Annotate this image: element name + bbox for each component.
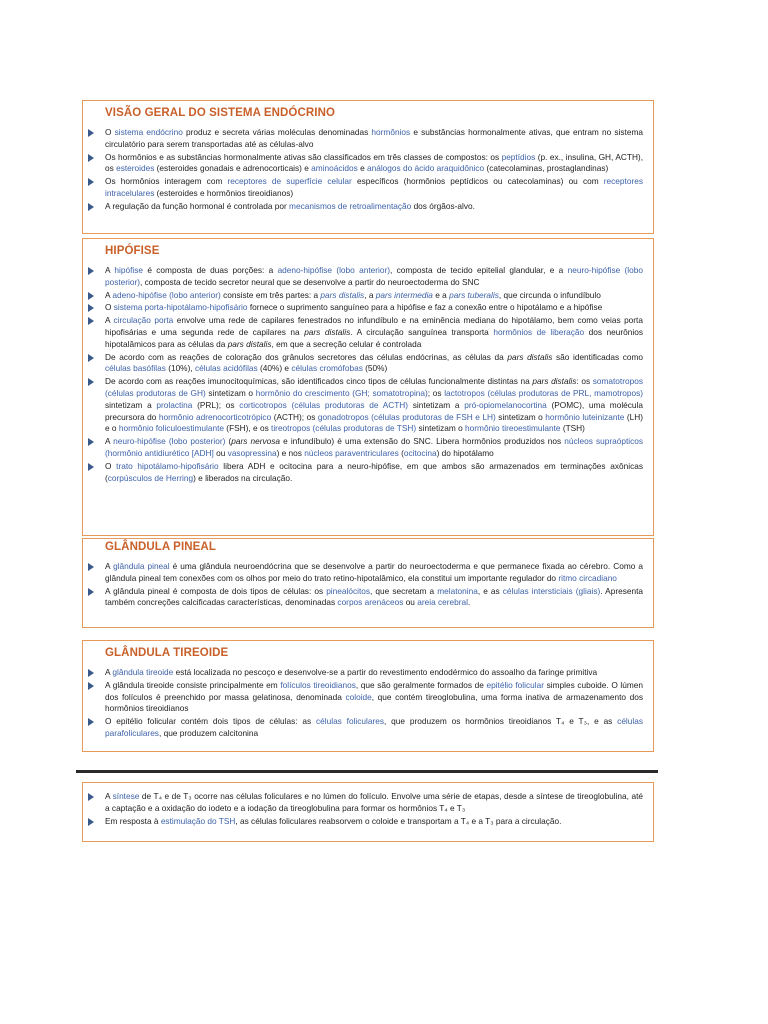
list-item	[105, 586, 643, 610]
text-run: ou	[403, 597, 418, 608]
text-run: sintetizam o	[495, 411, 546, 422]
triangle-bullet-icon	[88, 203, 94, 211]
text-run: Os hormônios interagem com	[105, 176, 228, 187]
text-run: , que contém tireoglobulina, uma forma inativa de armazenamento dos hormônios tireoidianos	[105, 691, 644, 714]
text-run: dos órgãos-alvo.	[411, 200, 475, 211]
highlighted-term: síntese	[112, 791, 140, 801]
highlighted-term: hormônios	[371, 127, 411, 137]
text-run: específicos (hormônios peptídicos ou catecolaminas) ou com	[351, 176, 604, 187]
highlighted-term: epitélio folicular	[486, 679, 544, 690]
bullet-list	[105, 127, 643, 213]
triangle-bullet-icon	[88, 818, 94, 826]
list-item	[105, 816, 643, 828]
highlighted-term: esteroides	[116, 163, 155, 174]
text-run: , em que a secreção celular é controlada	[271, 338, 422, 349]
text-run: está localizada no pescoço e desenvolve-se a partir do revestimento endodérmico do assoalho da faringe primitiva	[173, 667, 598, 677]
highlighted-term: pars tuberalis	[449, 289, 499, 300]
list-item	[105, 352, 643, 376]
text-run: , composta de tecido secretor neural que se desenvolve a partir do neuroectoderma do SNC	[140, 276, 480, 287]
list-item	[105, 561, 643, 585]
text-run: (PRL); os	[192, 399, 240, 410]
text-run: A regulação da função hormonal é controlada por	[105, 200, 290, 211]
text-run: (POMC), uma molécula precursora do	[105, 399, 643, 422]
text-run: (40%) e	[257, 363, 292, 374]
text-run: (10%),	[165, 363, 195, 374]
section-title: GLÂNDULA PINEAL	[105, 541, 216, 553]
highlighted-term: glândula pineal	[113, 561, 170, 571]
text-run: (esteroides gonadais e adrenocorticais) e	[154, 163, 312, 174]
highlighted-term: corpos arenáceos	[337, 597, 404, 608]
triangle-bullet-icon	[88, 563, 94, 571]
text-run: são identificadas como	[552, 351, 643, 362]
list-item	[105, 680, 643, 715]
text-run: e a	[432, 289, 450, 300]
highlighted-term: células intersticiais (gliais)	[502, 585, 601, 596]
triangle-bullet-icon	[88, 154, 94, 162]
text-run: pars distalis	[304, 326, 351, 337]
text-run: A glândula tireoide consiste principalmente em	[105, 679, 281, 690]
highlighted-term: lactotropos (células produtoras de PRL, mamotropos)	[444, 387, 643, 398]
highlighted-term: corpúsculos de Herring	[107, 472, 194, 483]
highlighted-term: gonadotropos (células produtoras de FSH e LH)	[317, 411, 496, 422]
list-item	[105, 791, 643, 815]
highlighted-term: prolactina	[156, 399, 193, 410]
text-run: ) e liberados na circulação.	[193, 472, 293, 483]
text-run: , que circunda o infundíbulo	[498, 289, 601, 300]
text-run: (ACTH); os	[271, 411, 318, 422]
highlighted-term: vasopressina	[227, 447, 277, 458]
text-run: A	[105, 436, 114, 447]
text-run: , composta de tecido epitelial glandular, e a	[390, 265, 568, 275]
triangle-bullet-icon	[88, 267, 94, 275]
triangle-bullet-icon	[88, 718, 94, 726]
highlighted-term: células foliculares	[316, 716, 385, 727]
text-run: ou	[213, 447, 228, 458]
highlighted-term: hormônio foliculoestimulante	[118, 423, 224, 434]
text-run: ) do hipotálamo	[436, 447, 494, 458]
list-item	[105, 290, 643, 302]
highlighted-term: somatotropos (células produtoras de GH)	[105, 376, 643, 398]
highlighted-term: ocitocina	[403, 447, 437, 458]
highlighted-term: hormônio do crescimento (GH; somatotropina)	[255, 387, 428, 398]
highlighted-term: sistema endócrino	[114, 127, 183, 137]
text-run: O	[105, 302, 114, 313]
highlighted-term: hormônio tireoestimulante	[465, 423, 561, 434]
text-run: ) e nos	[276, 447, 305, 458]
bullet-list	[105, 791, 643, 827]
text-run: , a	[364, 289, 376, 300]
text-run: consiste em três partes: a	[220, 289, 321, 300]
bullet-list	[105, 265, 643, 484]
text-run: A	[105, 265, 115, 275]
list-item	[105, 201, 643, 213]
highlighted-term: células basófilas	[105, 363, 166, 374]
highlighted-term: circulação porta	[113, 315, 174, 326]
list-item	[105, 315, 643, 350]
highlighted-term: melatonina	[437, 585, 478, 596]
highlighted-term: células acidófilas	[194, 363, 258, 374]
text-run: Em resposta à	[105, 815, 161, 826]
highlighted-term: receptores de superfície celular	[227, 176, 352, 187]
highlighted-term: neuro-hipófise (lobo posterior)	[105, 265, 643, 287]
highlighted-term: pró-opiomelanocortina	[464, 399, 547, 410]
text-run: de T₄ e de T₃ ocorre nas células foliculares e no lúmen do folículo. Envolve uma série de etapas, desde a síntese de tireoglobulina, até a captação e a oxidação do iodeto e a iodação da tireoglobulina para formar os hormônios T₄ e T₃	[105, 791, 643, 813]
triangle-bullet-icon	[88, 292, 94, 300]
section-title: VISÃO GERAL DO SISTEMA ENDÓCRINO	[105, 107, 336, 119]
text-run: sintetizam o	[205, 387, 256, 398]
text-run: (LH) e o	[105, 411, 644, 434]
text-run: : os	[576, 376, 593, 387]
highlighted-term: adeno-hipófise (lobo anterior)	[112, 289, 221, 300]
text-run: pars distalis	[227, 338, 272, 349]
text-run: A	[105, 289, 113, 300]
highlighted-term: análogos do ácido araquidônico	[367, 163, 485, 174]
triangle-bullet-icon	[88, 354, 94, 362]
text-run: A	[105, 667, 113, 677]
text-run: O	[105, 127, 115, 137]
bullet-list	[105, 561, 643, 609]
highlighted-term: pars distalis	[320, 289, 365, 300]
highlighted-term: adeno-hipófise (lobo anterior)	[277, 265, 390, 275]
highlighted-term: hormônio adrenocorticotrópico	[158, 411, 272, 422]
text-run: libera ADH e ocitocina para a neuro-hipófise, em que ambos são armazenados em terminações axônicas (	[105, 460, 643, 483]
highlighted-term: receptores intracelulares	[105, 176, 643, 198]
text-run: . A circulação sanguínea transporta	[350, 326, 494, 337]
text-run: A	[105, 791, 113, 801]
text-run: . Apresenta também concreções calcificadas características, denominadas	[105, 585, 643, 608]
text-run: ; os	[427, 387, 445, 398]
text-run: .	[467, 597, 471, 608]
text-run: fornece o suprimento sanguíneo para a hipófise e faz a conexão entre o hipotálamo e a hipófise	[247, 302, 603, 313]
text-run: (TSH)	[560, 423, 585, 434]
section-tireoide	[82, 640, 654, 752]
text-run: (50%)	[362, 363, 388, 374]
highlighted-term: estimulação do TSH	[160, 815, 236, 826]
highlighted-term: núcleos supraópticos (hormônio antidiurético [ADH]	[105, 436, 644, 458]
text-run: (	[225, 436, 232, 447]
text-run: e	[357, 163, 367, 174]
list-item	[105, 127, 643, 151]
highlighted-term: tireotropos (células produtoras de TSH)	[271, 423, 417, 434]
text-run: , que secretam a	[370, 585, 438, 596]
text-run: De acordo com as reações imunocitoquímicas, são identificados cinco tipos de células funcionalmente distintas na	[105, 376, 533, 387]
text-run: , que são geralmente formados de	[355, 679, 487, 690]
highlighted-term: trato hipotálamo-hipofisário	[116, 460, 219, 471]
highlighted-term: coloide	[345, 691, 372, 702]
triangle-bullet-icon	[88, 463, 94, 471]
highlighted-term: aminoácidos	[311, 163, 358, 174]
text-run: (p. ex., insulina, GH, ACTH), os	[105, 151, 643, 174]
text-run: O	[105, 460, 117, 471]
text-run: , que produzem os hormônios tireoidianos T₄ e T₃, e as	[384, 716, 618, 727]
highlighted-term: pinealócitos	[326, 585, 371, 596]
text-run: é uma glândula neuroendócrina que se desenvolve a partir do neuroectoderma e que permanece fixada ao cérebro. Como a glândula pineal tem conexões com os olhos por meio do trato retino-hipotalâmico, ela constitui um importante regulador do	[105, 561, 643, 583]
list-item	[105, 152, 643, 176]
text-run: e substâncias hormonalmente ativas, que entram no sistema circulatório para serem transportadas até as células-alvo	[105, 127, 643, 149]
triangle-bullet-icon	[88, 793, 94, 801]
highlighted-term: glândula tireoide	[112, 667, 174, 677]
text-run: sintetizam a	[105, 399, 157, 410]
page-divider	[76, 770, 658, 773]
list-item	[105, 302, 643, 314]
text-run: (catecolaminas, prostaglandinas)	[484, 163, 609, 174]
highlighted-term: hipófise	[114, 265, 144, 275]
section-overview	[82, 100, 654, 234]
bullet-list	[105, 667, 643, 740]
triangle-bullet-icon	[88, 669, 94, 677]
highlighted-term: hormônios de liberação	[493, 326, 585, 337]
list-item	[105, 461, 643, 485]
highlighted-term: peptídios	[501, 151, 536, 162]
list-item	[105, 436, 643, 460]
text-run: é composta de duas porções: a	[143, 265, 278, 275]
text-run: A	[105, 561, 114, 571]
triangle-bullet-icon	[88, 438, 94, 446]
highlighted-term: ritmo circadiano	[558, 572, 617, 583]
text-run: O epitélio folicular contém dois tipos de células: as	[105, 716, 316, 727]
text-run: envolve uma rede de capilares fenestrados no infundíbulo e na eminência mediana do hipotálamo, bem como veias porta hipofisárias e uma segunda rede de capilares na	[105, 315, 643, 337]
text-run: (esteroides e hormônios tireoidianos)	[154, 187, 294, 198]
text-run: , as células foliculares reabsorvem o coloide e transportam a T₄ e a T₃ para a circulação.	[235, 815, 562, 826]
highlighted-term: núcleos paraventriculares	[304, 447, 399, 458]
highlighted-term: corticotropos (células produtoras de ACTH)	[239, 399, 409, 410]
text-run: pars distalis	[532, 376, 577, 387]
triangle-bullet-icon	[88, 304, 94, 312]
highlighted-term: pars intermedia	[375, 289, 433, 300]
list-item	[105, 716, 643, 740]
list-item	[105, 376, 643, 435]
highlighted-term: células cromófobas	[291, 363, 363, 374]
triangle-bullet-icon	[88, 588, 94, 596]
text-run: A	[105, 315, 114, 326]
text-run: simples cuboide. O lúmen dos folículos é preenchido por massa gelatinosa, denominada	[105, 679, 644, 702]
triangle-bullet-icon	[88, 378, 94, 386]
list-item	[105, 265, 643, 289]
section-tireoide-continued	[82, 782, 654, 842]
text-run: pars distalis	[507, 351, 553, 362]
triangle-bullet-icon	[88, 682, 94, 690]
text-run: , que produzem calcitonina	[158, 727, 259, 738]
list-item	[105, 667, 643, 679]
section-pineal	[82, 538, 654, 628]
highlighted-term: sistema porta-hipotálamo-hipofisário	[113, 302, 248, 313]
section-hipofise	[82, 238, 654, 536]
section-title: HIPÓFISE	[105, 245, 160, 257]
text-run: dos neurônios hipotalâmicos para as células da	[105, 326, 643, 349]
text-run: A glândula pineal é composta de dois tipos de células: os	[105, 585, 327, 596]
text-run: (FSH), e os	[224, 423, 272, 434]
highlighted-term: mecanismos de retroalimentação	[289, 200, 412, 211]
text-run: (	[398, 447, 404, 458]
text-run: sintetizam a	[408, 399, 465, 410]
highlighted-term: hormônio luteinizante	[545, 411, 625, 422]
list-item	[105, 176, 643, 200]
text-run: e infundíbulo) é uma extensão do SNC. Libera hormônios produzidos nos	[280, 436, 565, 447]
text-run: pars nervosa	[231, 436, 281, 447]
highlighted-term: neuro-hipófise (lobo posterior)	[113, 436, 226, 447]
triangle-bullet-icon	[88, 178, 94, 186]
text-run: produz e secreta várias moléculas denominadas	[182, 127, 372, 137]
text-run: sintetizam o	[416, 423, 466, 434]
triangle-bullet-icon	[88, 129, 94, 137]
text-run: Os hormônios e as substâncias hormonalmente ativas são classificados em três classes de compostos: os	[105, 151, 502, 162]
highlighted-term: areia cerebral	[417, 597, 468, 608]
highlighted-term: folículos tireoidianos	[280, 679, 356, 690]
section-title: GLÂNDULA TIREOIDE	[105, 647, 229, 659]
text-run: De acordo com as reações de coloração dos grânulos secretores das células endócrinas, as células da	[105, 351, 508, 362]
highlighted-term: células parafoliculares	[105, 716, 643, 738]
text-run: , e as	[477, 585, 503, 596]
triangle-bullet-icon	[88, 317, 94, 325]
